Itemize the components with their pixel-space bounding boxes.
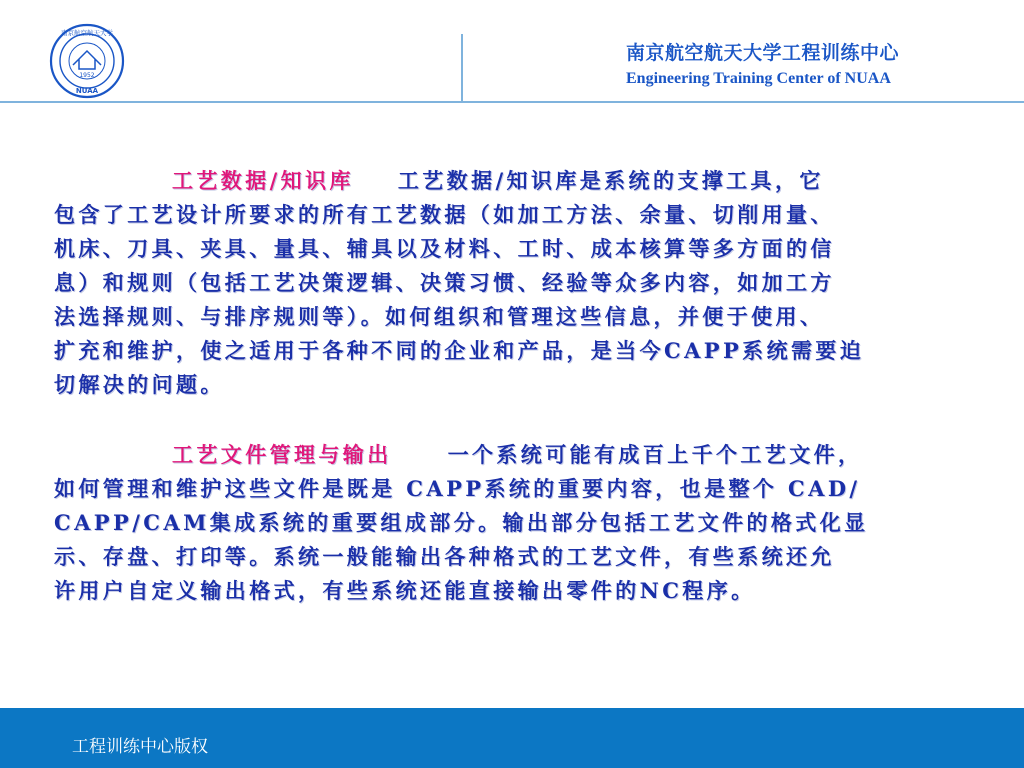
org-name-cn: 南京航空航天大学工程训练中心 — [626, 42, 900, 64]
section-file-management — [54, 438, 984, 608]
seal-bottom-text: NUAA — [75, 87, 99, 95]
section-knowledge-base — [54, 164, 984, 402]
footer-bar — [0, 708, 1024, 768]
org-name-en: Engineering Training Center of NUAA — [626, 70, 891, 87]
nuaa-seal-icon — [49, 23, 125, 99]
paragraph-line: 许用户自定义输出格式，有些系统还能直接输出零件的NC程序。 — [54, 578, 756, 603]
seal-year: 1952 — [79, 72, 95, 79]
paragraph-line: 工艺数据/知识库是系统的支撑工具，它 — [397, 168, 824, 193]
seal-ring-text: 南京航空航天大学 — [61, 29, 113, 37]
paragraph-line: 一个系统可能有成百上千个工艺文件， — [447, 442, 863, 467]
paragraph-line: 示、存盘、打印等。系统一般能输出各种格式的工艺文件，有些系统还允 — [54, 544, 835, 569]
paragraph-line: 息）和规则（包括工艺决策逻辑、决策习惯、经验等众多内容，如加工方 — [54, 270, 835, 295]
paragraph-line: 机床、刀具、夹具、量具、辅具以及材料、工时、成本核算等多方面的信 — [54, 236, 835, 261]
paragraph-line: 切解决的问题。 — [54, 372, 225, 397]
section-first-line — [54, 438, 984, 472]
paragraph-line: 扩充和维护，使之适用于各种不同的企业和产品，是当今CAPP系统需要迫 — [54, 338, 865, 363]
footer-copyright: 工程训练中心版权 — [72, 737, 208, 757]
section-heading: 工艺文件管理与输出 — [172, 442, 392, 467]
paragraph-line: 包含了工艺设计所要求的所有工艺数据（如加工方法、余量、切削用量、 — [54, 202, 835, 227]
paragraph-line: 法选择规则、与排序规则等）。如何组织和管理这些信息，并便于使用、 — [54, 304, 825, 329]
section-heading: 工艺数据/知识库 — [172, 168, 354, 193]
paragraph-line: CAPP/CAM集成系统的重要组成部分。输出部分包括工艺文件的格式化显 — [54, 510, 869, 535]
header-rule — [0, 101, 1024, 103]
header-divider — [461, 34, 463, 101]
paragraph-line: 如何管理和维护这些文件是既是 CAPP系统的重要内容，也是整个 CAD/ — [54, 476, 861, 501]
section-first-line — [54, 164, 984, 198]
